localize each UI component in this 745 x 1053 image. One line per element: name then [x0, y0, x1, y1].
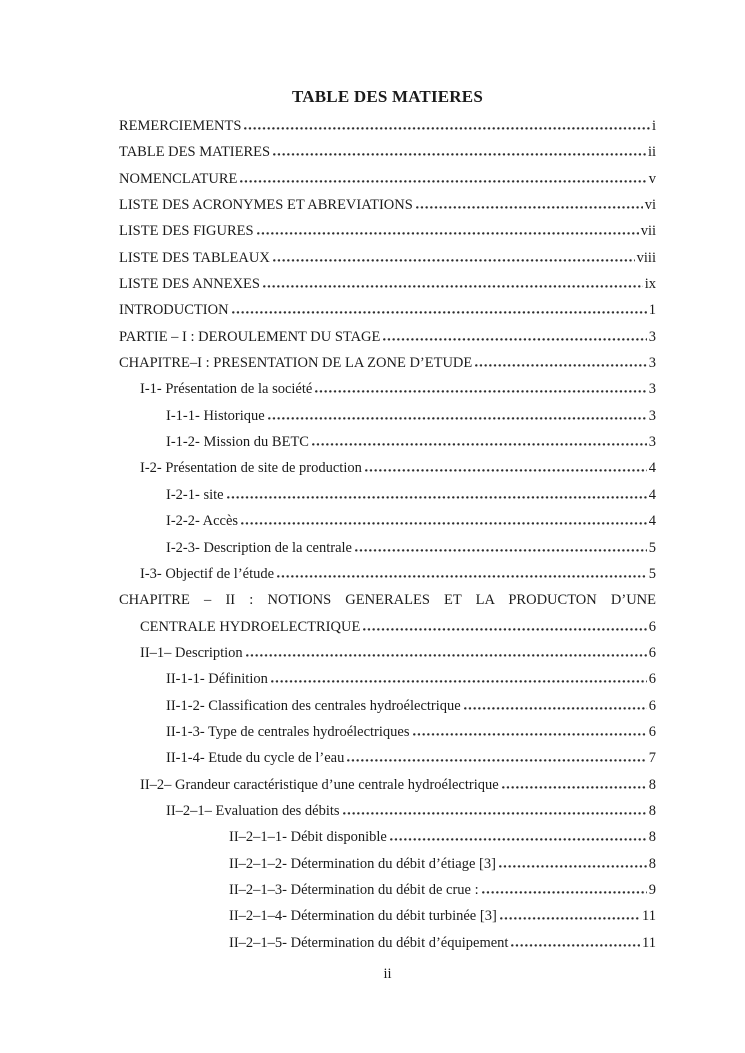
toc-entry-label: I-1- Présentation de la société — [140, 381, 313, 398]
toc-entry-label: II-1-3- Type de centrales hydroélectriques — [166, 723, 410, 740]
toc-entry-page-number: 8 — [648, 802, 656, 819]
dot-leader — [475, 364, 646, 367]
toc-entry-label: I-3- Objectif de l’étude — [140, 565, 275, 582]
toc-entry — [229, 877, 656, 903]
toc-entry — [166, 508, 656, 534]
toc-entry — [166, 745, 656, 771]
page-content — [119, 87, 656, 956]
toc-entry-page-number: 11 — [642, 908, 656, 925]
toc-entry — [229, 903, 656, 929]
toc-entry — [119, 113, 656, 139]
toc-entry — [140, 376, 656, 402]
toc-entry-label: II–2–1–3- Détermination du débit de crue : — [229, 881, 479, 898]
toc-entry-page-number: vii — [640, 223, 656, 240]
toc-entry-label: I-2-1- site — [166, 486, 224, 503]
toc-entry — [119, 271, 656, 297]
toc-entry-page-number: 6 — [648, 671, 656, 688]
toc-entry-page-number: 3 — [648, 355, 656, 372]
toc-entry-page-number: 6 — [648, 697, 656, 714]
toc-entry — [119, 350, 656, 376]
toc-entry-page-number: ix — [644, 276, 656, 293]
toc-entry-page-number: 6 — [648, 618, 656, 635]
toc-entry — [140, 772, 656, 798]
toc-entry — [140, 561, 656, 587]
toc-entry-label: I-2- Présentation de site de production — [140, 460, 362, 477]
toc-entry-label: I-2-3- Description de la centrale — [166, 539, 352, 556]
toc-entry — [229, 930, 656, 956]
toc-entry-page-number: 3 — [648, 407, 656, 424]
toc-entry-page-number: 9 — [648, 881, 656, 898]
dot-leader — [363, 628, 646, 631]
toc-entry — [119, 297, 656, 323]
toc-entry-page-number: 3 — [648, 381, 656, 398]
toc-entry-label: II-1-4- Etude du cycle de l’eau — [166, 750, 345, 767]
dot-leader — [263, 285, 643, 288]
toc-list — [119, 113, 656, 956]
dot-leader — [390, 838, 647, 841]
dot-leader — [273, 153, 646, 156]
toc-entry-page-number: 7 — [648, 750, 656, 767]
toc-entry-label: I-1-2- Mission du BETC — [166, 434, 309, 451]
dot-leader — [416, 206, 643, 209]
toc-entry — [119, 324, 656, 350]
toc-entry-label: II–1– Description — [140, 644, 243, 661]
toc-entry — [166, 693, 656, 719]
dot-leader — [343, 812, 647, 815]
toc-entry — [166, 719, 656, 745]
dot-leader — [241, 522, 647, 525]
toc-entry-label: I-1-1- Historique — [166, 407, 265, 424]
toc-entry — [119, 192, 656, 218]
toc-entry — [166, 666, 656, 692]
toc-entry-label: LISTE DES TABLEAUX — [119, 249, 270, 266]
toc-entry-label: II–2–1–1- Débit disponible — [229, 829, 387, 846]
toc-entry — [140, 455, 656, 481]
toc-entry — [166, 798, 656, 824]
toc-entry-label: PARTIE – I : DEROULEMENT DU STAGE — [119, 328, 381, 345]
dot-leader — [464, 707, 647, 710]
toc-entry-label: II–2–1–2- Détermination du débit d’étiage [3] — [229, 855, 496, 872]
toc-entry — [166, 429, 656, 455]
dot-leader — [511, 944, 640, 947]
toc-entry-page-number: 11 — [642, 934, 656, 951]
toc-entry-label: LISTE DES ANNEXES — [119, 276, 260, 293]
toc-entry-page-number: 8 — [648, 829, 656, 846]
dot-leader — [268, 417, 647, 420]
toc-entry — [166, 482, 656, 508]
toc-entry-label: II-1-1- Définition — [166, 671, 268, 688]
page-title: TABLE DES MATIERES — [292, 87, 483, 106]
toc-entry-page-number: v — [648, 170, 656, 187]
dot-leader — [347, 759, 646, 762]
dot-leader — [355, 549, 647, 552]
toc-entry — [140, 640, 656, 666]
toc-entry-label: II–2–1– Evaluation des débits — [166, 802, 340, 819]
toc-entry-page-number: vi — [644, 197, 656, 214]
toc-entry-label: I-2-2- Accès — [166, 513, 239, 530]
toc-entry-wrapped-line: CHAPITRE – II : NOTIONS GENERALES ET LA PRODUCTON D’UNE — [119, 592, 656, 609]
footer-page-number: ii — [383, 966, 392, 982]
toc-entry-page-number: viii — [636, 249, 656, 266]
dot-leader — [273, 259, 635, 262]
toc-entry — [166, 403, 656, 429]
dot-leader — [499, 865, 647, 868]
toc-entry-page-number: 4 — [648, 513, 656, 530]
dot-leader — [232, 311, 647, 314]
toc-entry-label: LISTE DES ACRONYMES ET ABREVIATIONS — [119, 197, 413, 214]
dot-leader — [365, 469, 647, 472]
dot-leader — [482, 891, 647, 894]
toc-entry-page-number: 1 — [648, 302, 656, 319]
toc-entry-page-number: 4 — [648, 486, 656, 503]
toc-entry-label: REMERCIEMENTS — [119, 118, 242, 134]
toc-entry-label: II–2–1–4- Détermination du débit turbinée [3] — [229, 908, 497, 925]
toc-entry-label: II–2– Grandeur caractéristique d’une centrale hydroélectrique — [140, 776, 499, 793]
toc-entry-page-number: 8 — [648, 776, 656, 793]
toc-entry — [119, 218, 656, 244]
toc-entry-page-number: 3 — [648, 328, 656, 345]
dot-leader — [383, 338, 646, 341]
dot-leader — [271, 680, 647, 683]
toc-entry-page-number: 6 — [648, 644, 656, 661]
toc-entry-label: CHAPITRE–I : PRESENTATION DE LA ZONE D’ETUDE — [119, 355, 473, 372]
dot-leader — [227, 496, 647, 499]
toc-entry-label: II–2–1–5- Détermination du débit d’équipement — [229, 934, 509, 951]
dot-leader — [500, 917, 640, 920]
toc-entry — [166, 535, 656, 561]
toc-entry — [229, 851, 656, 877]
toc-entry-page-number: 4 — [648, 460, 656, 477]
toc-entry-page-number: 5 — [648, 539, 656, 556]
toc-entry-page-number: ii — [647, 144, 656, 161]
toc-entry — [229, 824, 656, 850]
dot-leader — [257, 232, 639, 235]
dot-leader — [502, 786, 647, 789]
dot-leader — [244, 127, 650, 130]
dot-leader — [312, 443, 647, 446]
toc-entry-page-number: 6 — [648, 723, 656, 740]
toc-entry-label: INTRODUCTION — [119, 302, 229, 319]
dot-leader — [240, 180, 646, 183]
toc-entry-page-number: 8 — [648, 855, 656, 872]
toc-entry-page-number: i — [651, 118, 656, 134]
toc-entry — [140, 614, 656, 640]
dot-leader — [315, 390, 646, 393]
toc-entry-label: NOMENCLATURE — [119, 170, 238, 187]
dot-leader — [246, 654, 647, 657]
toc-entry-page-number: 3 — [648, 434, 656, 451]
toc-entry-page-number: 5 — [648, 565, 656, 582]
toc-entry — [119, 245, 656, 271]
toc-entry — [119, 166, 656, 192]
toc-entry-label: II-1-2- Classification des centrales hydroélectrique — [166, 697, 461, 714]
dot-leader — [413, 733, 647, 736]
toc-entry-label: CENTRALE HYDROELECTRIQUE — [140, 618, 361, 635]
dot-leader — [277, 575, 647, 578]
toc-entry-label: LISTE DES FIGURES — [119, 223, 254, 240]
toc-entry — [119, 139, 656, 165]
toc-entry-label: TABLE DES MATIERES — [119, 144, 271, 161]
